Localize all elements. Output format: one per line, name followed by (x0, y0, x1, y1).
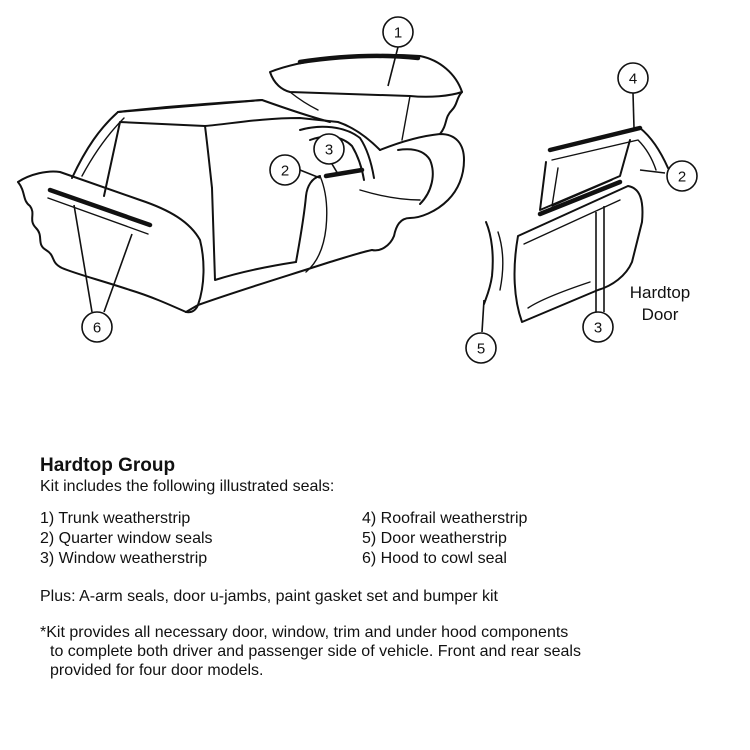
car-illustration (18, 92, 464, 312)
legend (40, 455, 720, 680)
footnote-line-2: to complete both driver and passenger side of vehicle. Front and rear seals (50, 643, 581, 660)
callout-2-number: 2 (280, 162, 290, 180)
leader-lines (74, 47, 665, 332)
seal-item-door: 5) Door weatherstrip (362, 530, 507, 547)
seal-item-window: 3) Window weatherstrip (40, 550, 208, 567)
seal-item-trunk: 1) Trunk weatherstrip (40, 510, 191, 527)
callout-6-hood-cowl (82, 312, 112, 342)
callout-1 (383, 17, 413, 47)
trunk-lid-illustration (270, 55, 462, 140)
callout-3-number: 3 (324, 141, 334, 159)
seal-item-quarter-window: 2) Quarter window seals (40, 530, 213, 547)
callout-3-door-number: 3 (593, 319, 603, 337)
footnote-line-1: *Kit provides all necessary door, window, trim and under hood components (40, 624, 569, 641)
callout-2-door-number: 2 (677, 168, 687, 186)
seal-item-roofrail: 4) Roofrail weatherstrip (362, 510, 528, 527)
callout-3-door (583, 312, 613, 342)
callout-5-door-weatherstrip (466, 333, 496, 363)
footnote-line-3: provided for four door models. (50, 662, 264, 679)
callout-5-number: 5 (476, 340, 486, 358)
plus-line: Plus: A-arm seals, door u-jambs, paint gasket set and bumper kit (40, 588, 498, 605)
legend-subtitle: Kit includes the following illustrated seals: (40, 478, 335, 495)
callout-1-number: 1 (393, 24, 403, 42)
seal-item-hood-cowl: 6) Hood to cowl seal (362, 550, 507, 567)
seal-list (40, 509, 720, 569)
callout-2-door (667, 161, 697, 191)
footnote (40, 623, 720, 680)
callout-2-quarter-window (270, 155, 300, 185)
legend-title: Hardtop Group (40, 455, 176, 476)
callout-6-number: 6 (92, 319, 102, 337)
callout-3-window (314, 134, 344, 164)
callout-4-roofrail (618, 63, 648, 93)
door-label-line-2: Door (641, 305, 679, 324)
callout-4-number: 4 (628, 70, 638, 88)
door-label-line-1: Hardtop (629, 283, 691, 302)
